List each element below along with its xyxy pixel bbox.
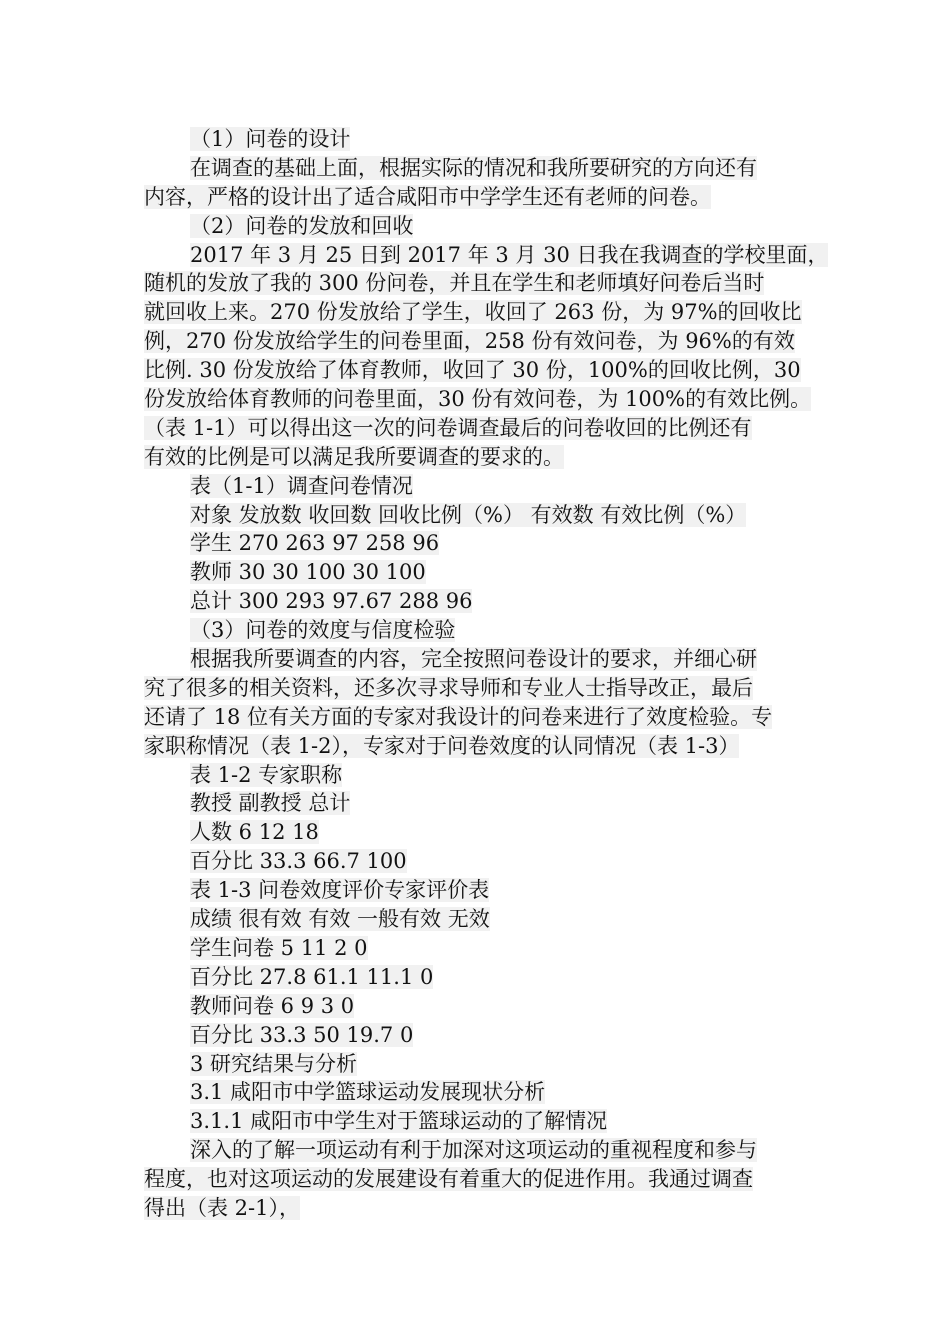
text-line [144, 472, 844, 501]
text-line-content: 教师问卷 6 9 3 0 [190, 993, 355, 1018]
document-body [144, 125, 844, 1223]
text-line-content: （表 1-1）可以得出这一次的问卷调查最后的问卷收回的比例还有 [144, 415, 752, 440]
text-line [144, 761, 844, 790]
text-line [144, 1078, 844, 1107]
text-line-content: 总计 300 293 97.67 288 96 [190, 589, 473, 614]
text-line [144, 385, 844, 414]
text-line [144, 558, 844, 587]
text-line [144, 905, 844, 934]
text-line [144, 1021, 844, 1050]
text-line [144, 703, 844, 732]
text-line-content: 对象 发放数 收回数 回收比例（%） 有效数 有效比例（%） [190, 502, 747, 527]
text-line [144, 529, 844, 558]
text-line [144, 154, 844, 183]
text-line-content: 3.1 咸阳市中学篮球运动发展现状分析 [190, 1080, 546, 1105]
text-line-content: 例，270 份发放给学生的问卷里面，258 份有效问卷，为 96%的有效 [144, 329, 795, 354]
text-line [144, 1050, 844, 1079]
text-line-content: 还请了 18 位有关方面的专家对我设计的问卷来进行了效度检验。专 [144, 704, 773, 729]
text-line-content: 究了很多的相关资料，还多次寻求导师和专业人士指导改正，最后 [144, 675, 753, 700]
text-line-content: 2017 年 3 月 25 日到 2017 年 3 月 30 日我在我调查的学校里面， [190, 242, 829, 267]
text-line [144, 356, 844, 385]
text-line [144, 587, 844, 616]
text-line [144, 183, 844, 212]
text-line-content: 表 1-3 问卷效度评价专家评价表 [190, 878, 490, 903]
text-line [144, 934, 844, 963]
text-line-content: （1）问卷的设计 [190, 127, 351, 151]
text-line-content: 教授 副教授 总计 [190, 791, 351, 816]
text-line-content: （3）问卷的效度与信度检验 [190, 618, 456, 643]
text-line [144, 414, 844, 443]
text-line-content: 随机的发放了我的 300 份问卷，并且在学生和老师填好问卷后当时 [144, 271, 765, 296]
text-line [144, 327, 844, 356]
text-line [144, 269, 844, 298]
text-line-content: 表 1-2 专家职称 [190, 762, 343, 787]
text-line [144, 1107, 844, 1136]
text-line-content: 在调查的基础上面，根据实际的情况和我所要研究的方向还有 [190, 155, 757, 180]
text-line-content: 人数 6 12 18 [190, 820, 319, 845]
text-line [144, 125, 844, 154]
text-line [144, 443, 844, 472]
text-line-content: 深入的了解一项运动有利于加深对这项运动的重视程度和参与 [190, 1138, 757, 1163]
text-line [144, 501, 844, 530]
text-line-content: 表（1-1）调查问卷情况 [190, 473, 413, 498]
text-line [144, 212, 844, 241]
text-line [144, 789, 844, 818]
text-line-content: 份发放给体育教师的问卷里面，30 份有效问卷，为 100%的有效比例。 [144, 387, 812, 412]
text-line-content: 3 研究结果与分析 [190, 1051, 358, 1076]
text-line-content: 比例. 30 份发放给了体育教师，收回了 30 份，100%的回收比例，30 [144, 358, 801, 383]
text-line [144, 616, 844, 645]
text-line-content: 内容，严格的设计出了适合咸阳市中学学生还有老师的问卷。 [144, 184, 711, 209]
text-line [144, 1165, 844, 1194]
text-line [144, 1194, 844, 1223]
text-line-content: 百分比 27.8 61.1 11.1 0 [190, 964, 434, 989]
text-line-content: 3.1.1 咸阳市中学生对于篮球运动的了解情况 [190, 1109, 608, 1134]
text-line-content: 教师 30 30 100 30 100 [190, 560, 426, 585]
text-line [144, 298, 844, 327]
text-line [144, 241, 844, 270]
text-line [144, 876, 844, 905]
text-line [144, 1136, 844, 1165]
text-line [144, 818, 844, 847]
text-line [144, 674, 844, 703]
text-line [144, 992, 844, 1021]
text-line [144, 847, 844, 876]
text-line-content: 家职称情况（表 1-2），专家对于问卷效度的认同情况（表 1-3） [144, 733, 740, 758]
text-line-content: 百分比 33.3 66.7 100 [190, 849, 407, 874]
text-line [144, 732, 844, 761]
text-line-content: 成绩 很有效 有效 一般有效 无效 [190, 907, 490, 932]
text-line-content: （2）问卷的发放和回收 [190, 213, 414, 238]
text-line-content: 根据我所要调查的内容，完全按照问卷设计的要求，并细心研 [190, 647, 757, 672]
text-line-content: 得出（表 2-1）， [144, 1195, 300, 1220]
text-line-content: 学生问卷 5 11 2 0 [190, 935, 368, 960]
text-line [144, 963, 844, 992]
text-line [144, 645, 844, 674]
text-line-content: 学生 270 263 97 258 96 [190, 531, 440, 556]
text-line-content: 有效的比例是可以满足我所要调查的要求的。 [144, 444, 564, 469]
text-line-content: 百分比 33.3 50 19.7 0 [190, 1022, 414, 1047]
text-line-content: 程度，也对这项运动的发展建设有着重大的促进作用。我通过调查 [144, 1167, 753, 1192]
text-line-content: 就回收上来。270 份发放给了学生，收回了 263 份，为 97%的回收比 [144, 300, 802, 325]
